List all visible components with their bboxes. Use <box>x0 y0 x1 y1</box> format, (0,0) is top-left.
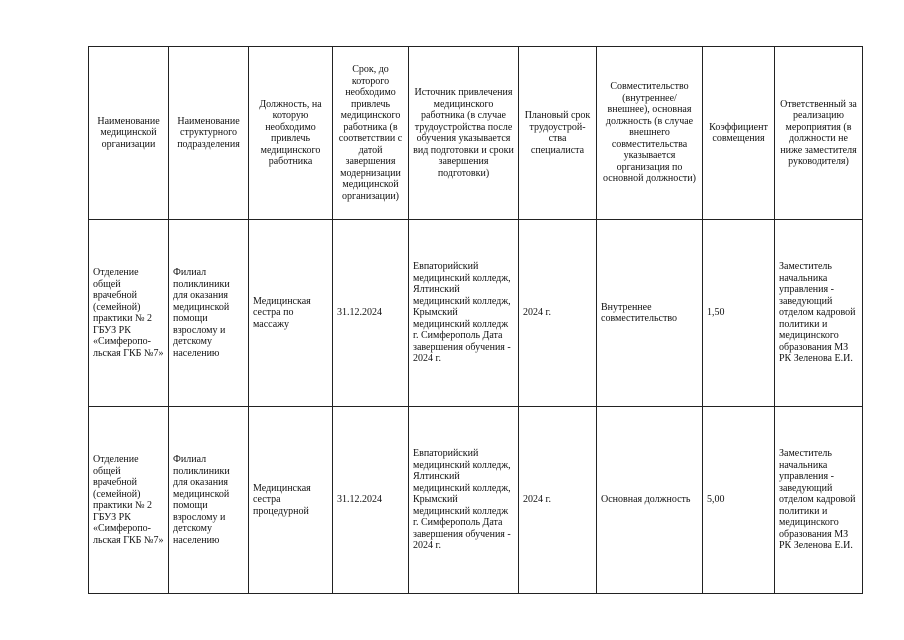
table-header-row <box>89 47 863 220</box>
table-row <box>89 407 863 594</box>
deadline-cell: 31.12.2024 <box>333 220 409 407</box>
responsible-cell: Заместитель начальника управления - заведующий отделом кадровой политики и медицинского образования МЗ РК Зеленова Е.И. <box>775 407 863 594</box>
header-cell: Наименование структурного подразделения <box>169 47 249 220</box>
position-cell: Медицинская сестра процедурной <box>249 407 333 594</box>
combination-cell: Основная должность <box>597 407 703 594</box>
header-cell: Плановый срок трудоустрой-ства специалиста <box>519 47 597 220</box>
staffing-table <box>88 46 863 594</box>
unit-cell: Филиал поликлиники для оказания медицинской помощи взрослому и детскому населению <box>169 220 249 407</box>
coefficient-cell: 1,50 <box>703 220 775 407</box>
planned-cell: 2024 г. <box>519 407 597 594</box>
source-cell: Евпаторийский медицинский колледж, Ялтинский медицинский колледж, Крымский медицинский колледж г. Симферополь Дата завершения обучения - 2024 г. <box>409 220 519 407</box>
org-cell: Отделение общей врачебной (семейной) практики № 2 ГБУЗ РК «Симферопо-льская ГКБ №7» <box>89 220 169 407</box>
responsible-cell: Заместитель начальника управления - заведующий отделом кадровой политики и медицинского образования МЗ РК Зеленова Е.И. <box>775 220 863 407</box>
header-cell: Должность, на которую необходимо привлечь медицинского работника <box>249 47 333 220</box>
position-cell: Медицинская сестра по массажу <box>249 220 333 407</box>
header-cell: Коэффициент совмещения <box>703 47 775 220</box>
table-row <box>89 220 863 407</box>
header-cell: Совместительство (внутреннее/ внешнее), основная должность (в случае внешнего совместительства указывается организация по основной должности) <box>597 47 703 220</box>
header-cell: Срок, до которого необходимо привлечь медицинского работника (в соответствии с датой завершения модернизации медицинской организации) <box>333 47 409 220</box>
unit-cell: Филиал поликлиники для оказания медицинской помощи взрослому и детскому населению <box>169 407 249 594</box>
deadline-cell: 31.12.2024 <box>333 407 409 594</box>
combination-cell: Внутреннее совместительство <box>597 220 703 407</box>
source-cell: Евпаторийский медицинский колледж, Ялтинский медицинский колледж, Крымский медицинский колледж г. Симферополь Дата завершения обучения - 2024 г. <box>409 407 519 594</box>
planned-cell: 2024 г. <box>519 220 597 407</box>
org-cell: Отделение общей врачебной (семейной) практики № 2 ГБУЗ РК «Симферопо-льская ГКБ №7» <box>89 407 169 594</box>
header-cell: Ответственный за реализацию мероприятия (в должности не ниже заместителя руководителя) <box>775 47 863 220</box>
header-cell: Источник привлечения медицинского работника (в случае трудоустройства после обучения указывается вид подготовки и сроки завершения подготовки) <box>409 47 519 220</box>
coefficient-cell: 5,00 <box>703 407 775 594</box>
header-cell: Наименование медицинской организации <box>89 47 169 220</box>
